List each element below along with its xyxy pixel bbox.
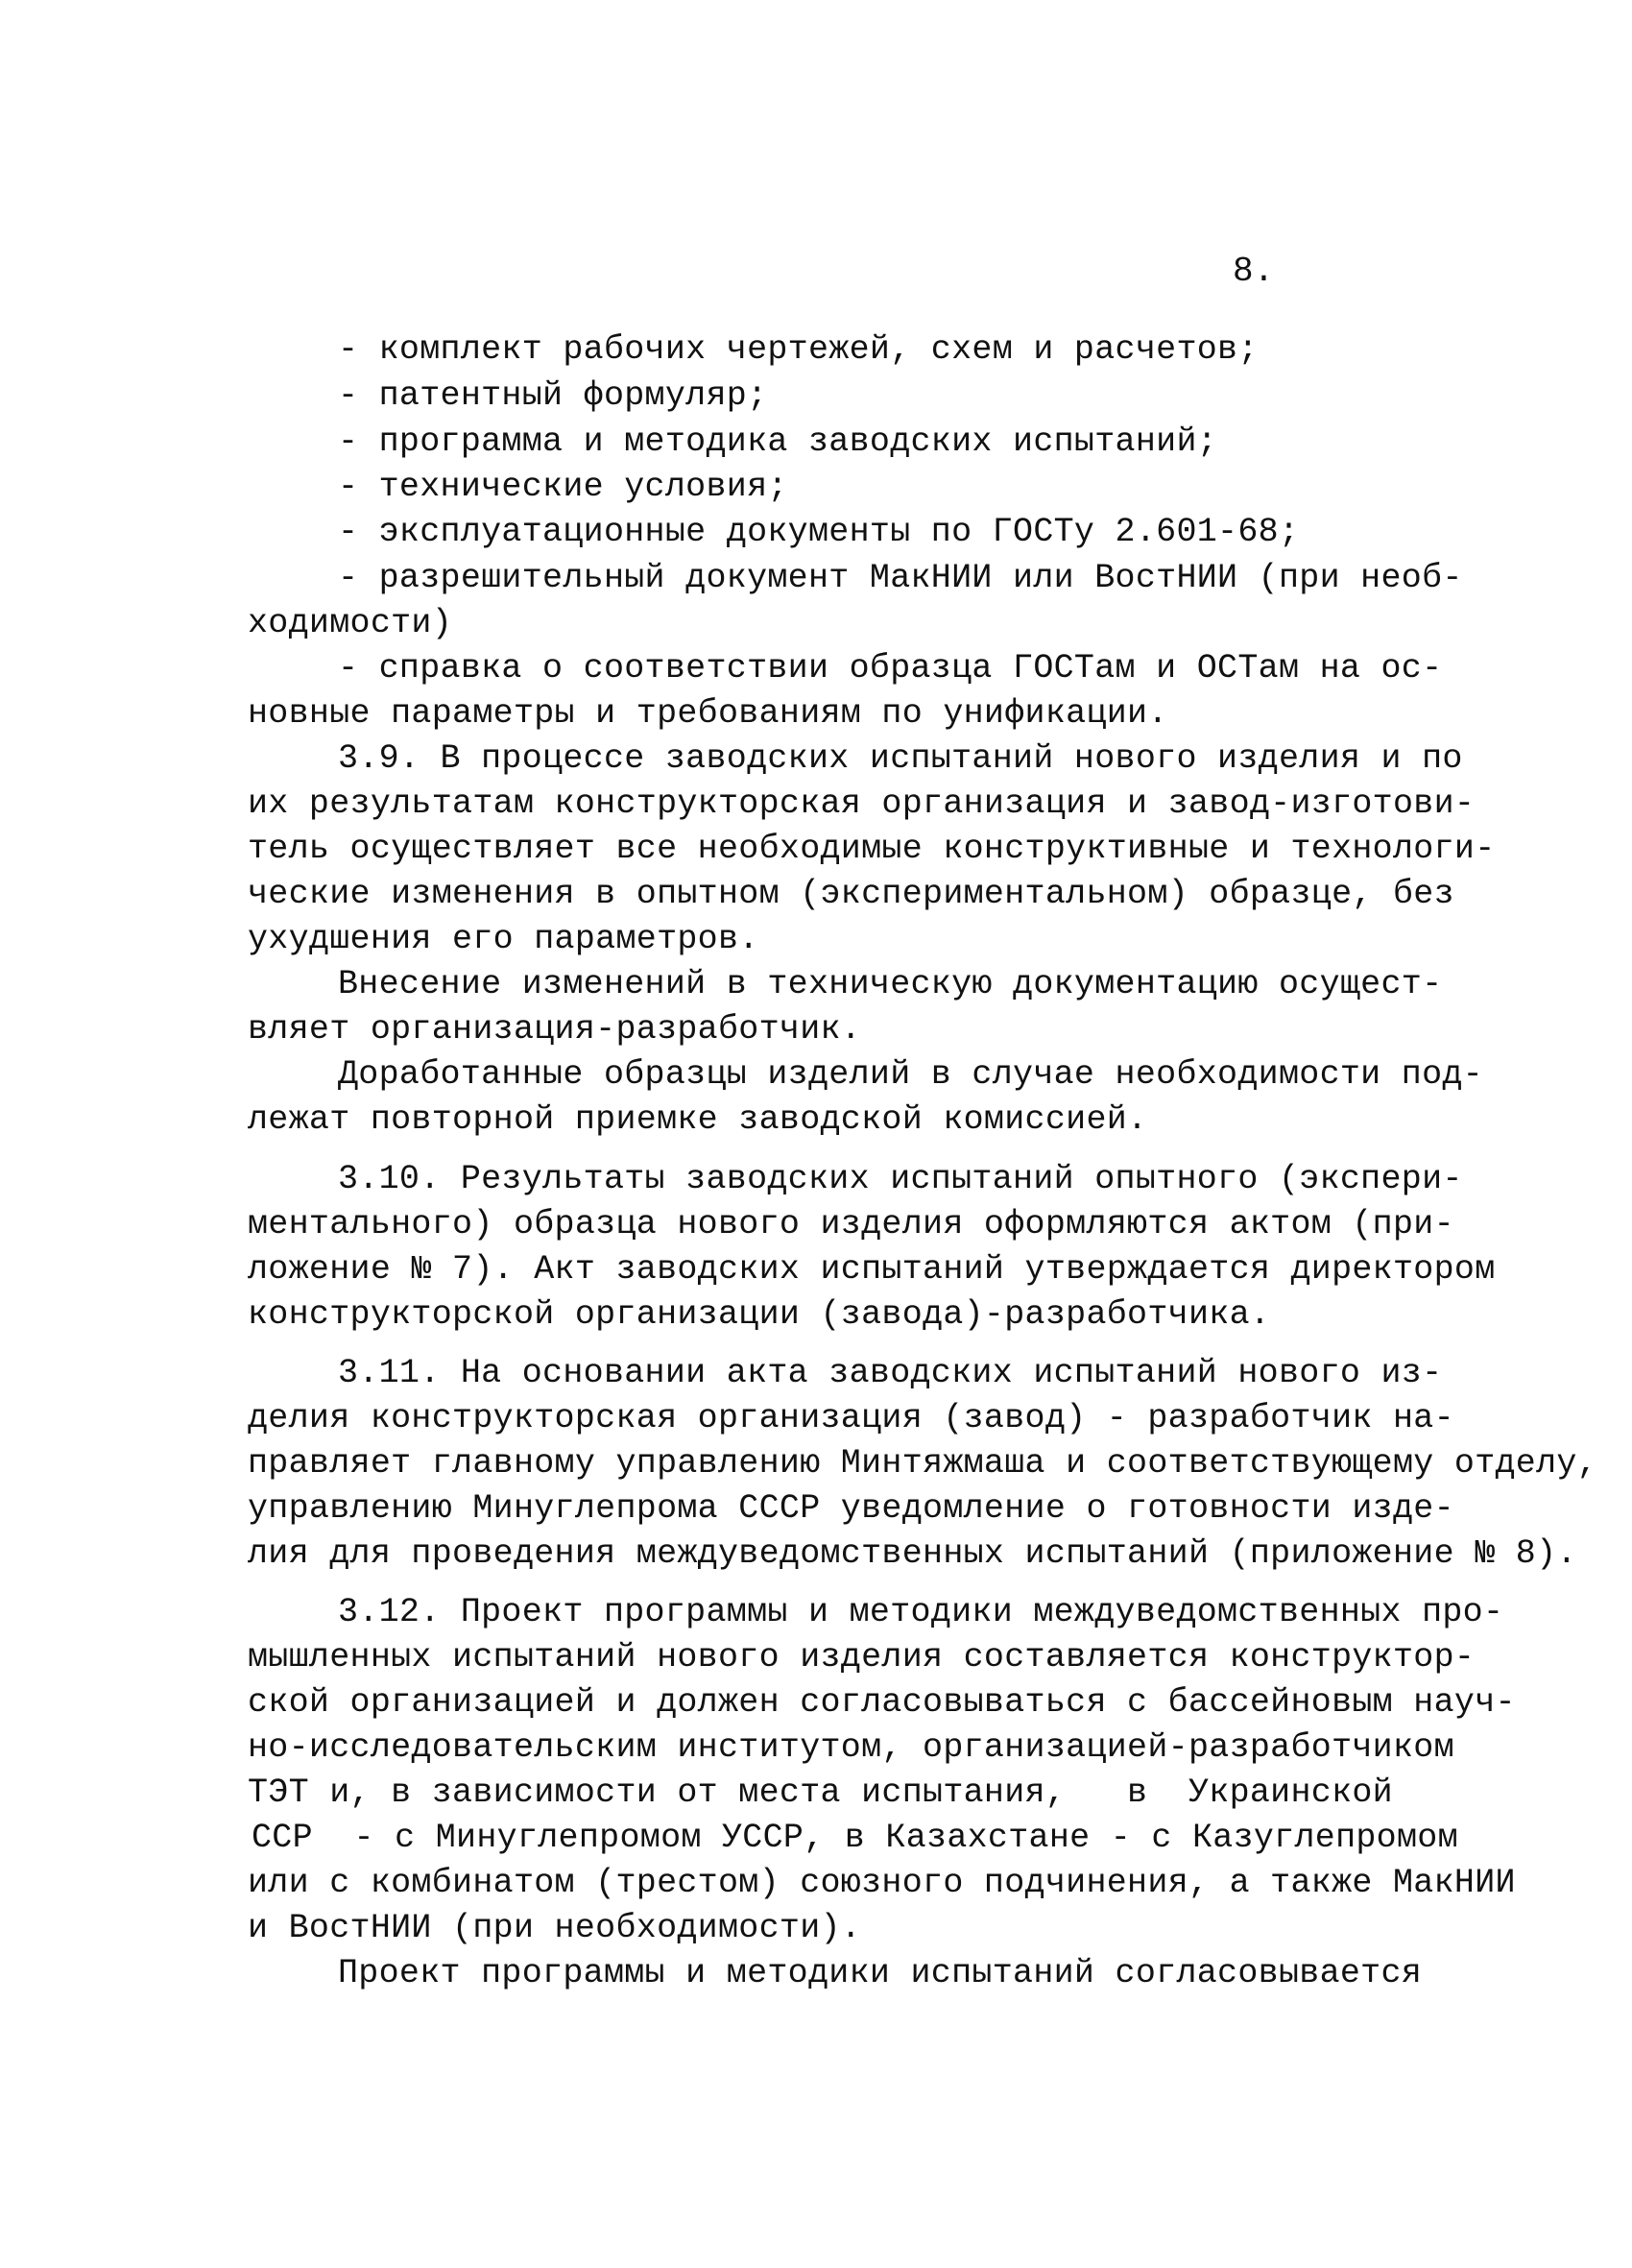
paragraph-3-9-line: их результатам конструкторская организация и завод-изготови- <box>248 784 1476 823</box>
paragraph-3-11-line: делия конструкторская организация (завод) - разработчик на- <box>248 1399 1454 1437</box>
paragraph-3-9-line: ческие изменения в опытном (экспериментальном) образце, без <box>248 875 1454 913</box>
paragraph-3-10-line: ложение № 7). Акт заводских испытаний утверждается директором <box>248 1250 1496 1289</box>
list-item-permit-doc: - разрешительный документ МакНИИ или ВостНИИ (при необ- <box>338 559 1463 597</box>
paragraph-3-12-line: но-исследовательским институтом, организацией-разработчиком <box>248 1728 1454 1767</box>
list-item-patent-form: - патентный формуляр; <box>338 376 768 415</box>
list-item-certificate-cont: новные параметры и требованиям по унификации. <box>248 694 1168 733</box>
list-item-tech-conditions: - технические условия; <box>338 468 788 506</box>
paragraph-3-12-line: ТЭТ и, в зависимости от места испытания, в Украинской <box>248 1773 1393 1812</box>
list-item-drawings: - комплект рабочих чертежей, схем и расчетов; <box>338 330 1259 369</box>
paragraph-revised-line: Доработанные образцы изделий в случае необходимости под- <box>338 1055 1483 1094</box>
list-item-certificate: - справка о соответствии образца ГОСТам и ОСТам на ос- <box>338 649 1443 688</box>
paragraph-3-11-line: 3.11. На основании акта заводских испытаний нового из- <box>338 1354 1443 1392</box>
paragraph-3-11-line: лия для проведения междуведомственных испытаний (приложение № 8). <box>248 1534 1577 1573</box>
paragraph-3-12-line: или с комбинатом (трестом) союзного подчинения, а также МакНИИ <box>248 1864 1516 1902</box>
paragraph-3-10-line: конструкторской организации (завода)-разработчика. <box>248 1295 1271 1334</box>
paragraph-3-12-line: мышленных испытаний нового изделия составляется конструктор- <box>248 1638 1476 1677</box>
paragraph-3-12-line: 3.12. Проект программы и методики междуведомственных про- <box>338 1593 1504 1631</box>
paragraph-changes-line: Внесение изменений в техническую документацию осущест- <box>338 965 1443 1003</box>
paragraph-3-10-line: ментального) образца нового изделия оформляются актом (при- <box>248 1205 1454 1243</box>
paragraph-3-12-line: и ВостНИИ (при необходимости). <box>248 1909 862 1947</box>
paragraph-3-12-line: ской организацией и должен согласовываться с бассейновым науч- <box>248 1683 1516 1722</box>
paragraph-3-11-line: управлению Минуглепрома СССР уведомление о готовности изде- <box>248 1489 1454 1528</box>
page-number: 8. <box>1233 252 1275 291</box>
list-item-test-program: - программа и методика заводских испытаний; <box>338 422 1218 461</box>
list-item-operation-docs: - эксплуатационные документы по ГОСТу 2.601-68; <box>338 513 1300 551</box>
paragraph-3-12-line: ССР - с Минуглепромом УССР, в Казахстане - с Казуглепромом <box>252 1819 1458 1857</box>
paragraph-3-11-line: правляет главному управлению Минтяжмаша и соответствующему отделу, <box>248 1444 1598 1483</box>
list-item-permit-doc-cont: ходимости) <box>248 604 453 642</box>
paragraph-3-9-line: 3.9. В процессе заводских испытаний нового изделия и по <box>338 739 1463 778</box>
paragraph-3-10-line: 3.10. Результаты заводских испытаний опытного (экспери- <box>338 1160 1463 1198</box>
paragraph-changes-line: вляет организация-разработчик. <box>248 1010 862 1049</box>
paragraph-approval-line: Проект программы и методики испытаний согласовывается <box>338 1954 1423 1992</box>
paragraph-revised-line: лежат повторной приемке заводской комиссией. <box>248 1100 1148 1139</box>
paragraph-3-9-line: ухудшения его параметров. <box>248 920 759 958</box>
paragraph-3-9-line: тель осуществляет все необходимые конструктивные и технологи- <box>248 830 1496 868</box>
